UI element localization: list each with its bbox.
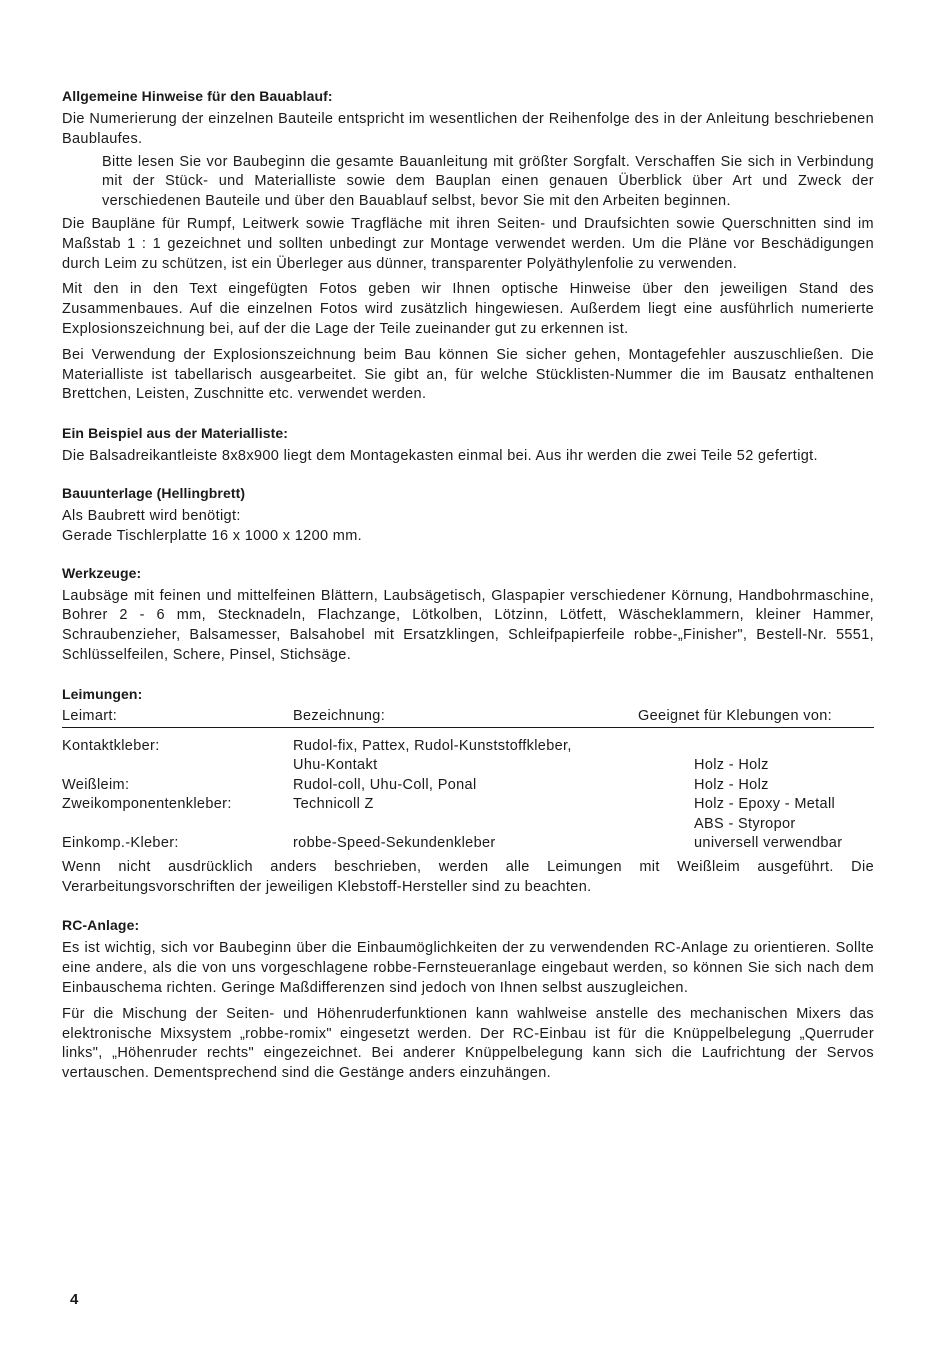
- section-general: [62, 88, 874, 405]
- section-title-rc: RC-Anlage:: [62, 917, 140, 934]
- table-header-row: [62, 704, 874, 728]
- table-cell: [638, 727, 874, 776]
- column-header: Bezeichnung:: [293, 704, 638, 728]
- glue-table: [62, 704, 874, 854]
- paragraph: Die Balsadreikantleiste 8x8x900 liegt dem Montagekasten einmal bei. Aus ihr werden die zwei Teile 52 gefertigt.: [62, 448, 818, 465]
- table-row: [62, 834, 874, 854]
- table-row: [62, 776, 874, 796]
- table-cell: [638, 795, 874, 834]
- table-cell: Weißleim:: [62, 776, 130, 793]
- table-cell: Rudol-coll, Uhu-Coll, Ponal: [293, 776, 477, 793]
- paragraph: Bei Verwendung der Explosionszeichnung beim Bau können Sie sicher gehen, Montagefehler auszuschließen. Die Materialliste ist tabellarisch ausgearbeitet. Sie gibt an, für welche Stücklisten-Nummer die im Bausatz enthaltenen Brettchen, Leisten, Zuschnitte etc. verwendet werden.: [62, 346, 874, 403]
- table-cell: universell verwendbar: [694, 835, 843, 852]
- page-number: 4: [70, 1291, 79, 1308]
- column-header: Leimart:: [62, 704, 293, 728]
- section-title-tools: Werkzeuge:: [62, 564, 142, 581]
- paragraph: Mit den in den Text eingefügten Fotos geben wir Ihnen optische Hinweise über den jeweiligen Stand des Zusammenbaues. Auf die einzelnen Fotos wird zusätzlich hingewiesen. Außerdem liegt eine ausführlich numerierte Explosionszeichnung bei, auf der die Lage der Teile zueinander gut zu erkennen ist.: [62, 281, 874, 337]
- table-cell: Zweikomponentenkleber:: [62, 796, 232, 813]
- paragraph: Die Numerierung der einzelnen Bauteile entspricht im wesentlichen der Reihenfolge des in der Anleitung beschriebenen Baublaufes.: [62, 111, 874, 147]
- text-line: Gerade Tischlerplatte 16 x 1000 x 1200 mm.: [62, 527, 363, 544]
- section-glue: [62, 686, 874, 898]
- table-cell: robbe-Speed-Sekundenkleber: [293, 835, 496, 852]
- table-cell: Rudol-fix, Pattex, Rudol-Kunststoffkleber, Uhu-Kontakt: [293, 737, 572, 774]
- table-cell: Einkomp.-Kleber:: [62, 835, 179, 852]
- paragraph: Es ist wichtig, sich vor Baubeginn über die Einbaumöglichkeiten der zu verwendenden RC-Anlage zu orientieren. Sollte eine andere, als die von uns vorgeschlagene robbe-Fernsteueranlage eingebaut werden, so können Sie sich nach dem Einbauschema richten. Geringe Maßdifferenzen sind jedoch von Ihnen selbst auszugleichen.: [62, 940, 874, 996]
- cell-text: ABS - Styropor: [694, 815, 796, 832]
- section-title-example: Ein Beispiel aus der Materialliste:: [62, 425, 289, 442]
- table-cell: Technicoll Z: [293, 796, 374, 813]
- section-tools: [62, 565, 874, 666]
- paragraph: Für die Mischung der Seiten- und Höhenruderfunktionen kann wahlweise anstelle des mechanischen Mixers das elektronische Mixsystem „robbe-romix" eingesetzt werden. Der RC-Einbau ist für die Knüppelbelegung „Querruder links", „Höhenruder rechts" eingezeichnet. Bei anderer Knüppelbelegung kann sich die Laufrichtung der Servos vertauschen. Dementsprechend sind die Gestänge anders einzuhängen.: [62, 1005, 874, 1082]
- paragraph: Wenn nicht ausdrücklich anders beschrieben, werden alle Leimungen mit Weißleim ausgeführt. Die Verarbeitungsvorschriften der jeweiligen Klebstoff-Hersteller sind zu beachten.: [62, 858, 874, 895]
- paragraph: Bitte lesen Sie vor Baubeginn die gesamte Bauanleitung mit größter Sorgfalt. Verschaffen Sie sich in Verbindung mit der Stück- und Materialliste sowie dem Bauplan einen genauen Überblick über Art und Zweck der verschiedenen Bauteile und über den Bauablauf selbst, bevor Sie mit den Arbeiten beginnen.: [102, 153, 874, 210]
- table-cell: Holz - Holz: [694, 776, 769, 793]
- column-header: Geeignet für Klebungen von:: [638, 704, 874, 728]
- section-base: [62, 485, 874, 547]
- section-rc: [62, 917, 874, 1084]
- section-title-general: Allgemeine Hinweise für den Bauablauf:: [62, 88, 333, 104]
- section-title-glue: Leimungen:: [62, 685, 143, 702]
- paragraph: Laubsäge mit feinen und mittelfeinen Blättern, Laubsägetisch, Glaspapier verschiedener Körnung, Handbohrmaschine, Bohrer 2 - 6 mm, Stecknadeln, Flachzange, Lötkolben, Lötzinn, Lötfett, Wäscheklammern, kleiner Hammer, Schraubenzieher, Balsamesser, Balsahobel mit Ersatzklingen, Schleifpapierfeile robbe-„Finisher", Bestell-Nr. 5551, Schlüsselfeilen, Schere, Pinsel, Stichsäge.: [62, 587, 874, 663]
- text-line: Als Baubrett wird benötigt:: [62, 507, 241, 524]
- cell-text: Holz - Holz: [694, 756, 769, 773]
- cell-text: Holz - Epoxy - Metall: [694, 796, 836, 813]
- table-row: [62, 795, 874, 834]
- paragraph: Die Baupläne für Rumpf, Leitwerk sowie Tragfläche mit ihren Seiten- und Draufsichten sowie Querschnitten sind im Maßstab 1 : 1 gezeichnet und sollten unbedingt zur Montage verwendet werden. Um die Pläne vor Beschädigungen durch Leim zu schützen, ist ein Überleger aus dünner, transparenter Polyäthylenfolie zu verwenden.: [62, 215, 874, 272]
- table-row: [62, 727, 874, 776]
- table-cell: Kontaktkleber:: [62, 737, 160, 754]
- section-example: [62, 425, 874, 467]
- section-title-base: Bauunterlage (Hellingbrett): [62, 484, 246, 501]
- document-page: [62, 88, 874, 1102]
